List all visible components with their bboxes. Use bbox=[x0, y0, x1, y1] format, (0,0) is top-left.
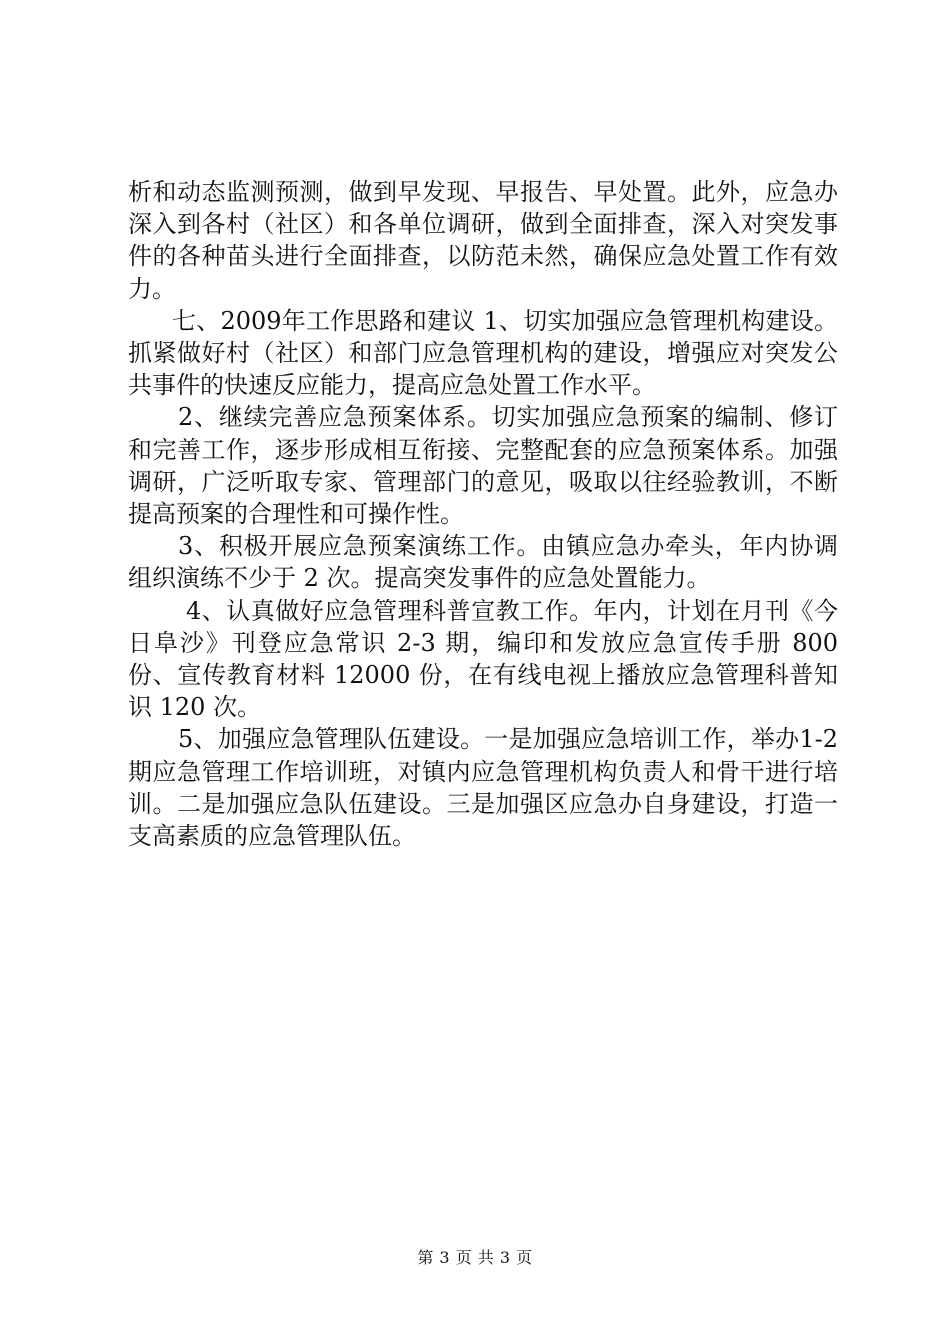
paragraph-section-seven: 七、2009年工作思路和建议 1、切实加强应急管理机构建设。抓紧做好村（社区）和部门应急管理机构的建设，增强应对突发公共事件的快速反应能力，提高应急处置工作水平。 bbox=[128, 306, 838, 400]
page-footer: 第 3 页 共 3 页 bbox=[417, 1248, 533, 1267]
paragraph-item-4: 4、认真做好应急管理科普宣教工作。年内，计划在月刊《今日阜沙》刊登应急常识 2-3 期，编印和发放应急宣传手册 800 份、宣传教育材料 12000 份，在有线电视上播放应急管理科普知识 120 次。 bbox=[128, 596, 838, 722]
paragraph-item-5: 5、加强应急管理队伍建设。一是加强应急培训工作，举办1-2 期应急管理工作培训班，对镇内应急管理机构负责人和骨干进行培训。二是加强应急队伍建设。三是加强区应急办自身建设，打造一支高素质的应急管理队伍。 bbox=[128, 725, 838, 851]
paragraph-item-2: 2、继续完善应急预案体系。切实加强应急预案的编制、修订和完善工作，逐步形成相互衔接、完整配套的应急预案体系。加强调研，广泛听取专家、管理部门的意见，吸取以往经验教训，不断提高预案的合理性和可操作性。 bbox=[128, 403, 838, 529]
paragraph-monitoring: 析和动态监测预测，做到早发现、早报告、早处置。此外，应急办深入到各村（社区）和各单位调研，做到全面排查，深入对突发事件的各种苗头进行全面排查，以防范未然，确保应急处置工作有效力。 bbox=[128, 178, 838, 303]
document-body bbox=[128, 176, 838, 852]
paragraph-item-3: 3、积极开展应急预案演练工作。由镇应急办牵头，年内协调组织演练不少于 2 次。提高突发事件的应急处置能力。 bbox=[128, 532, 838, 593]
